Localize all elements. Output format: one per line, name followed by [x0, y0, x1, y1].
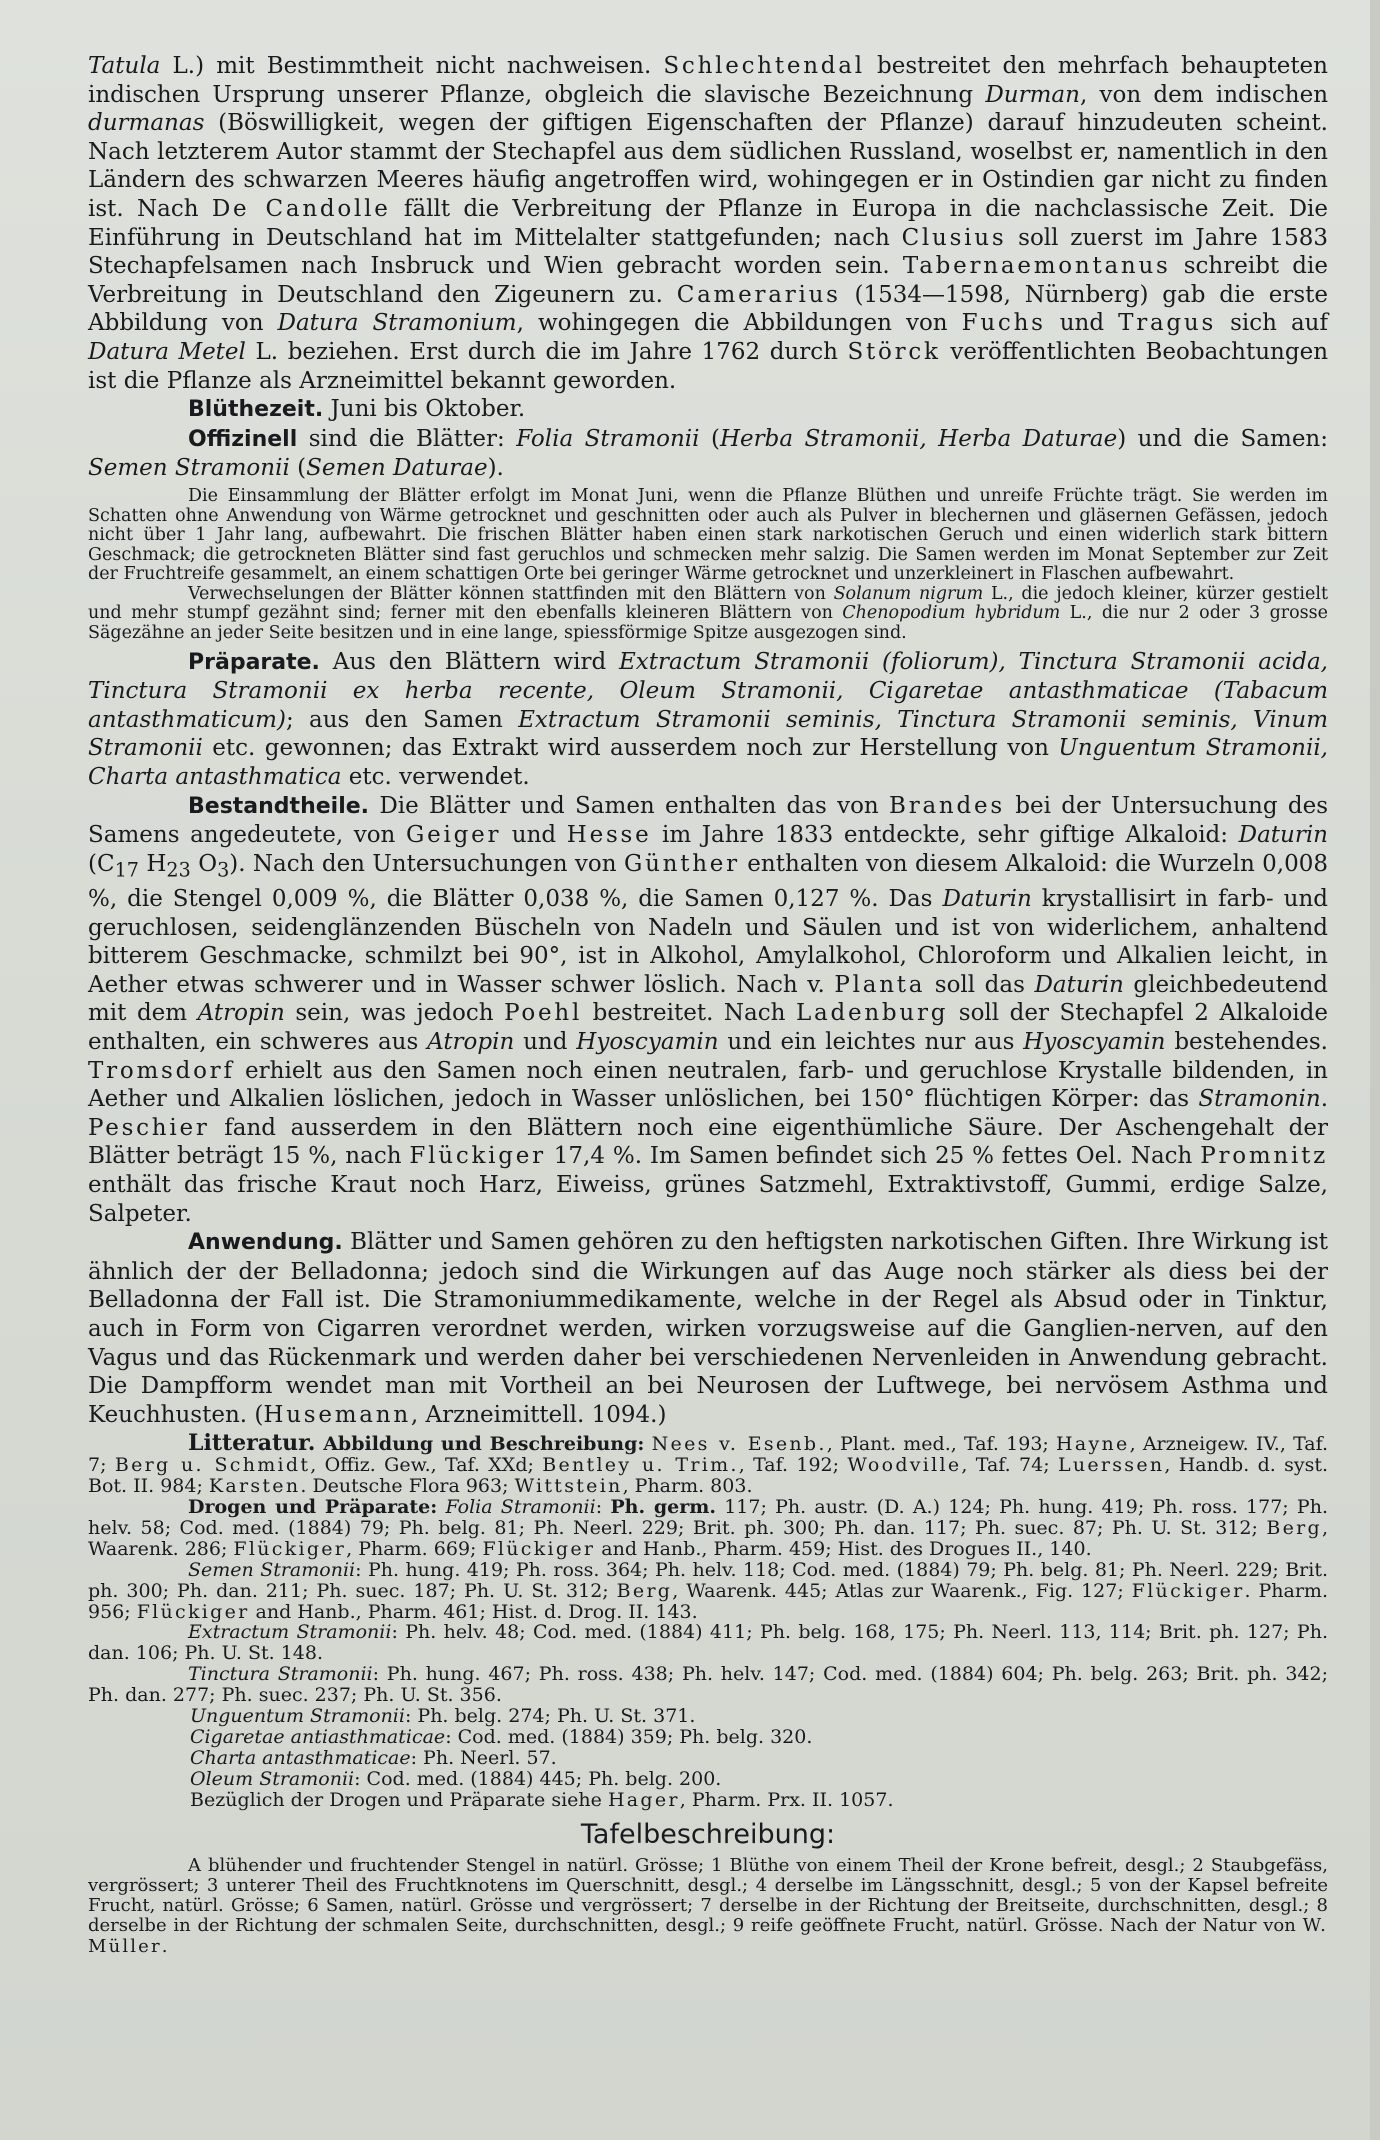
text-run: , Arzneimittell. 1094.) [410, 1401, 667, 1428]
latin-name: Folia Stramonii [516, 425, 700, 452]
author-name: Poehl [504, 1000, 583, 1027]
text-run: : Ph. hung. 419; Ph. ross. 364; Ph. helv. 118; Cod. med. (1884) 79; Ph. belg. 81; Ph. Neerl. 229; Brit. ph. 300; Ph. dan. 211; Ph. suec. 187; Ph. U. St. 312; [88, 1558, 1328, 1602]
author-name: Günther [623, 850, 740, 877]
text-run: , Offiz. Gew., Taf. XXd; [310, 1454, 543, 1477]
extractum-paragraph [88, 1622, 1328, 1664]
text-run: . Pharm. 956; [88, 1579, 1328, 1623]
text-run: (1534—1598, Nürnberg) gab die erste Abbildung von [88, 281, 1329, 337]
text-run: : [595, 1496, 611, 1518]
author-name: Tabernaemontanus [902, 253, 1171, 280]
compound-name: Hyoscyamin [1023, 1028, 1166, 1055]
text-run: erhielt aus den Samen noch einen neutralen, farb- und geruchlose Krystalle bildenden, in Aether und Alkalien löslichen, jedoch in Wasser unlöslichen, bei 150° flüchtigen Körper: das [88, 1057, 1328, 1113]
tinctura-paragraph [88, 1664, 1328, 1706]
text-run: soll der Stechapfel 2 Alkaloide enthalten, ein schweres aus [88, 1000, 1328, 1055]
author-name: Hesse [566, 822, 652, 849]
text-run: ). Nach den Untersuchungen von [229, 850, 624, 877]
author-name: Husemann [263, 1401, 411, 1428]
text-run: bestreitet den mehrfach behaupteten indischen Ursprung unserer Pflanze, obgleich die slavische Bezeichnung [88, 53, 1328, 108]
text-run: and Hanb., Pharm. 459; Hist. des Drogues II., 140. [595, 1537, 1092, 1560]
unguentum-line [88, 1706, 1328, 1727]
text-run: L., die nur 2 oder 3 grosse Sägezähne an jeder Seite besitzen und in eine lange, spiessförmige Spitze ausgezogen sind. [88, 603, 1328, 644]
text-run [644, 1433, 651, 1455]
subscript: 3 [217, 858, 230, 882]
latin-name: Unguentum Stramonii [190, 1705, 405, 1728]
compound-name: Daturin [1034, 971, 1124, 998]
section-heading: Blüthezeit. [188, 397, 324, 423]
text-run: L. beziehen. Erst durch die im Jahre 1762 durch [245, 338, 848, 365]
tafel-heading: Tafelbeschreibung: [580, 1818, 836, 1850]
text-run: enthält das frische Kraut noch Harz, Eiweiss, grünes Satzmehl, Extraktivstoff, Gummi, erdige Salze, Salpeter. [88, 1171, 1328, 1227]
text-run: etc. verwendet. [341, 764, 530, 791]
compound-name: Daturin [942, 886, 1032, 912]
text-run: Blätter und Samen gehören zu den heftigsten narkotischen Giften. Ihre Wirkung ist ähnlich der der Belladonna; jedoch sind die Wirkungen auf das Auge noch stärker als diess bei der Belladonna der Fall ist. Die Stramoniummedikamente, welche in der Regel als Absud oder in Tinktur, auch in Form von Cigarren verordnet werden, wirken vorzugsweise auf die Ganglien-nerven, auf den Vagus und das Rückenmark und werden daher bei verschiedenen Nervenleiden in Anwendung gebracht. Die Dampfform wendet man mit Vortheil an bei Neurosen der Luftwege, bei nervösem Asthma und Keuchhusten. ( [88, 1229, 1328, 1428]
text-run: L., die jedoch kleiner, kürzer gestielt und mehr stumpf gezähnt sind; ferner mit den ebenfalls kleineren Blättern von [88, 583, 1329, 624]
text-run: , wohingegen die Abbildungen von [516, 310, 962, 337]
document-content [88, 52, 1328, 1957]
author-name: Störck [847, 338, 941, 365]
latin-name: Solanum nigrum [833, 583, 984, 604]
text-run: im Jahre 1833 entdeckte, sehr giftige Alkaloid: [651, 822, 1239, 849]
bezueglich-line [88, 1790, 1328, 1811]
text-run: , Arzneigew. IV., Taf. 7; [88, 1433, 1329, 1477]
text-run: , Plant. med., Taf. 193; [826, 1433, 1057, 1456]
author-name: Tromsdorf [88, 1057, 235, 1084]
term: Durman [985, 81, 1080, 108]
text-run [437, 1496, 445, 1518]
text-run: fand ausserdem in den Blättern noch eine eigenthümliche Säure. Der Aschengehalt der Blätter beträgt 15 %, nach [88, 1114, 1328, 1170]
text-run: etc. gewonnen; das Extrakt wird ausserdem noch zur Herstellung von [202, 735, 1059, 762]
bestandtheile-paragraph [88, 792, 1328, 1229]
text-run: veröffentlichten Beobachtungen ist die Pflanze als Arzneimittel bekannt geworden. [88, 338, 1329, 394]
text-run: und [514, 1028, 577, 1055]
text-run: (C [88, 850, 115, 877]
text-run: L.) mit Bestimmtheit nicht nachweisen. [160, 53, 664, 79]
text-run: 117; Ph. austr. (D. A.) 124; Ph. hung. 419; Ph. ross. 177; Ph. helv. 58; Cod. med. (1884) 79; Ph. belg. 81; Ph. Neerl. 229; Brit. ph. 300; Ph. dan. 117; Ph. suec. 87; Ph. U. St. 312; [88, 1496, 1328, 1539]
section-heading: Präparate. [188, 649, 320, 675]
text-run: Bezüglich der Drogen und Präparate siehe [190, 1788, 608, 1811]
author-name: Berg [1266, 1516, 1322, 1539]
offizinell-paragraph [88, 425, 1328, 483]
tafel-description [88, 1856, 1328, 1957]
text-run: . [1320, 1086, 1328, 1113]
latin-name: Charta antasthmaticae [190, 1746, 411, 1769]
text-run: und ein leichtes nur aus [718, 1028, 1024, 1055]
semen-paragraph [88, 1560, 1328, 1623]
author-name: Schlechtendal [663, 53, 865, 79]
pharmacopoeia: Ph. germ. [610, 1496, 716, 1518]
text-run: and Hanb., Pharm. 461; Hist. d. Drog. II. 143. [249, 1600, 698, 1623]
intro-paragraph [88, 52, 1328, 395]
text-run: 17,4 %. Im Samen befindet sich 25 % fettes Oel. Nach [545, 1143, 1201, 1170]
compound-name: Stramonin [1198, 1086, 1321, 1113]
author-name: Nees v. Esenb. [651, 1433, 827, 1456]
text-run: ) und die Samen: [1117, 425, 1328, 452]
author-name: Luerssen [1057, 1454, 1165, 1477]
text-run: ). [487, 455, 504, 482]
author-name: Flückiger [136, 1600, 250, 1623]
section-heading: Litteratur. [188, 1430, 316, 1457]
text-run: sein, was jedoch [284, 1000, 505, 1027]
latin-name: Tinctura Stramonii [188, 1663, 373, 1686]
text-run: O [190, 850, 218, 877]
text-run: ( [289, 455, 307, 482]
author-name: Flückiger [233, 1537, 347, 1560]
text-run: . [161, 1935, 168, 1957]
author-name: Peschier [88, 1114, 210, 1141]
author-name: W. Müller [88, 1915, 1328, 1957]
author-name: Promnitz [1200, 1143, 1328, 1170]
text-run: krystallisirt in farb- und geruchlosen, seidenglänzenden Büscheln von Nadeln und Säulen und ist von widerlichem, anhaltend bitterem Geschmacke, schmilzt bei 90°, ist in Alkohol, Amylalkohol, Chloroform und Alkalien leicht, in Aether etwas schwerer und in Wasser schwer löslich. Nach v. [88, 886, 1328, 998]
author-name: Berg [616, 1579, 673, 1602]
author-name: Woodville [847, 1454, 962, 1477]
author-name: Planta [834, 971, 926, 998]
litteratur-paragraph [88, 1430, 1329, 1498]
text-run: , Waarenk. 445; Atlas zur Waarenk., Fig. 127; [672, 1579, 1132, 1602]
drogen-paragraph [88, 1497, 1328, 1560]
text-run: , von dem indischen [1079, 81, 1329, 108]
text-run: : Ph. hung. 467; Ph. ross. 438; Ph. helv. 147; Cod. med. (1884) 604; Ph. belg. 263; Brit. ph. 342; Ph. dan. 277; Ph. suec. 237; Ph. U. St. 356. [88, 1663, 1329, 1707]
oleum-line [88, 1769, 1328, 1790]
text-run: : Ph. Neerl. 57. [410, 1746, 557, 1769]
text-run: , Waarenk. 286; [88, 1516, 1328, 1560]
latin-name: Semen Stramonii [88, 455, 290, 482]
einsammlung-paragraph: Die Einsammlung der Blätter erfolgt im Monat Juni, wenn die Pflanze Blüthen und unreife Früchte trägt. Sie werden im Schatten ohne Anwendung von Wärme getrocknet und geschnitten oder auch als Pulver in blechernen und gläsernen Gefässen, jedoch nicht über 1 Jahr lang, aufbewahrt. Die frischen Blätter haben einen stark narkotischen Geruch und einen widerlich stark bittern Geschmack; die getrockneten Blätter sind fast geruchlos und schmecken mehr salzig. Die Samen werden im Monat September zur Zeit der Fruchtreife gesammelt, an einem schattigen Orte bei geringer Wärme getrocknet und unzerkleinert in Flaschen aufbewahrt. [88, 485, 1328, 585]
author-name: Tragus [1118, 310, 1217, 337]
text-run: und [1045, 310, 1119, 337]
latin-name: Datura Stramonium [277, 310, 517, 337]
text-run: , Handb. d. syst. Bot. II. 984; [88, 1454, 1329, 1498]
text-run: Juni bis Oktober. [323, 396, 526, 423]
text-run: Verwechselungen der Blätter können stattfinden mit den Blättern von [188, 583, 834, 604]
latin-name: Semen Daturae [306, 455, 488, 482]
author-name: Hayne [1056, 1433, 1130, 1456]
text-run: , Taf. 192; [738, 1454, 848, 1477]
text-run: ; aus den Samen [285, 706, 519, 733]
latin-name: Extractum Stramonii (foliorum), Tinctura Stramonii acida, Tinctura Stramonii ex herba recente, Oleum Stramonii, Cigaretae antasthmaticae (Tabacum antasthmaticum) [88, 648, 1328, 733]
latin-name: Folia Stramonii [445, 1496, 596, 1518]
subscript: 23 [166, 858, 191, 882]
text-run: soll zuerst im Jahre 1583 Stechapfelsamen nach Insbruck und Wien gebracht worden sein. [88, 224, 1328, 280]
text-run: fällt die Verbreitung der Pflanze in Europa in die nachclassische Zeit. Die Einführung in Deutschland hat im Mittelalter stattgefunden; nach [88, 195, 1328, 251]
anwendung-paragraph [88, 1228, 1328, 1429]
text-run: , Pharm. 669; [346, 1537, 483, 1560]
author-name: Wittstein [514, 1475, 623, 1498]
author-name: De Candolle [211, 195, 391, 222]
text-run: gleichbedeutend mit dem [88, 971, 1328, 1027]
latin-name: Cigaretae antiasthmaticae [190, 1725, 446, 1748]
latin-name: Semen Stramonii [188, 1558, 356, 1581]
author-name: Ladenburg [796, 1000, 949, 1027]
text-run: sich auf [1216, 310, 1328, 337]
latin-name: Extractum Stramonii seminis, Tinctura Stramonii seminis, Vinum Stramonii [88, 706, 1328, 762]
compound-name: Hyoscyamin [576, 1028, 719, 1055]
latin-name: Datura Metel [88, 338, 246, 365]
author-name: Flückiger [1131, 1579, 1245, 1602]
text-run: schreibt die Verbreitung in Deutschland den Zigeunern zu. [88, 253, 1328, 308]
section-heading: Bestandtheile. [188, 793, 370, 819]
text-run: bei der Untersuchung des Samens angedeutete, von [88, 792, 1328, 849]
text-run: bestreitet. Nach [582, 1000, 796, 1027]
author-name: Hager [607, 1788, 680, 1811]
subheading: Abbildung und Beschreibung: [315, 1433, 645, 1456]
author-name: Geiger [405, 822, 502, 849]
latin-name: Extractum Stramonii [188, 1621, 392, 1644]
text-run: , Pharm. 803. [622, 1475, 753, 1498]
author-name: Berg u. Schmidt [114, 1454, 311, 1477]
latin-name: Unguentum Stramonii, Charta antasthmatica [88, 735, 1328, 791]
text-run: (Böswilligkeit, wegen der giftigen Eigenschaften der Pflanze) darauf hinzudeuten scheint. Nach letzterem Autor stammt der Stechapfel aus dem südlichen Russland, woselbst er, namentlich in den Ländern des schwarzen Meeres häufig angetroffen wird, wohingegen er in Ostindien gar nicht zu finden ist. Nach [88, 110, 1328, 222]
author-name: Clusius [901, 224, 1007, 251]
subheading: Drogen und Präparate: [188, 1496, 438, 1518]
bluethezeit-paragraph [88, 395, 1328, 425]
text-run: : Cod. med. (1884) 359; Ph. belg. 320. [445, 1725, 813, 1748]
subscript: 17 [114, 858, 139, 882]
latin-name: Oleum Stramonii [190, 1767, 355, 1790]
text-run: , Pharm. Prx. II. 1057. [679, 1788, 894, 1811]
author-name: Camerarius [676, 281, 841, 308]
text-run: enthalten von diesem Alkaloid: die Wurzeln 0,008 %, die Stengel 0,009 %, die Blätter 0,038 %, die Samen 0,127 %. Das [88, 850, 1328, 912]
text-run: , Taf. 74; [961, 1454, 1058, 1477]
text-run: : Ph. helv. 48; Cod. med. (1884) 411; Ph. belg. 168, 175; Ph. Neerl. 113, 114; Brit. ph. 127; Ph. dan. 106; Ph. U. St. 148. [88, 1621, 1328, 1665]
compound-name: Atropin [427, 1028, 515, 1055]
text-run: : Ph. belg. 274; Ph. U. St. 371. [404, 1705, 696, 1728]
author-name: Fuchs [961, 310, 1046, 337]
latin-name: Herba Stramonii, Herba Daturae [719, 425, 1118, 452]
page-edge [1370, 0, 1380, 2140]
text-run: Aus den Blättern wird [319, 648, 620, 675]
text-run: H [138, 850, 167, 877]
author-name: Karsten [208, 1475, 301, 1498]
text-run: Die Blätter und Samen enthalten das von [369, 792, 890, 819]
charta-line [88, 1748, 1328, 1769]
text-run: A blühender und fruchtender Stengel in natürl. Grösse; 1 Blüthe von einem Theil der Krone befreit, desgl.; 2 Staubgefäss, vergrössert; 3 unterer Theil des Fruchtknotens im Querschnitt, desgl.; 4 derselbe im Längsschnitt, desgl.; 5 von der Kapsel befreite Frucht, natürl. Grösse; 6 Samen, natürl. Grösse und vergrössert; 7 derselbe in der Richtung der Breitseite, durchschnitten, desgl.; 8 derselbe in der Richtung der schmalen Seite, durchschnitten, desgl.; 9 reife geöffnete Frucht, natürl. Grösse. Nach der Natur von [88, 1854, 1328, 1937]
latin-name: Tatula [88, 53, 161, 79]
section-heading: Anwendung. [188, 1230, 343, 1256]
latin-name: Chenopodium hybridum [842, 603, 1061, 624]
text-run: sind die Blätter: [297, 425, 517, 452]
text-run: soll das [925, 971, 1035, 998]
verwechselungen-paragraph [88, 585, 1328, 644]
text-run: und [501, 822, 567, 849]
term: durmanas [88, 110, 205, 137]
author-name: Flückiger [409, 1143, 546, 1170]
text-run: bestehendes. [1165, 1028, 1328, 1055]
section-heading: Offizinell [188, 426, 298, 452]
author-name: Bentley u. Trim. [542, 1454, 739, 1477]
text-run: . Deutsche Flora 963; [300, 1475, 515, 1498]
praeparate-paragraph [88, 648, 1328, 792]
author-name: Brandes [889, 792, 1005, 819]
compound-name: Daturin [1238, 822, 1328, 849]
text-run: ( [699, 425, 720, 452]
author-name: Flückiger [482, 1537, 596, 1560]
text-run: : Cod. med. (1884) 445; Ph. belg. 200. [354, 1767, 722, 1790]
compound-name: Atropin [197, 1000, 285, 1027]
cigaretae-line [88, 1727, 1328, 1748]
